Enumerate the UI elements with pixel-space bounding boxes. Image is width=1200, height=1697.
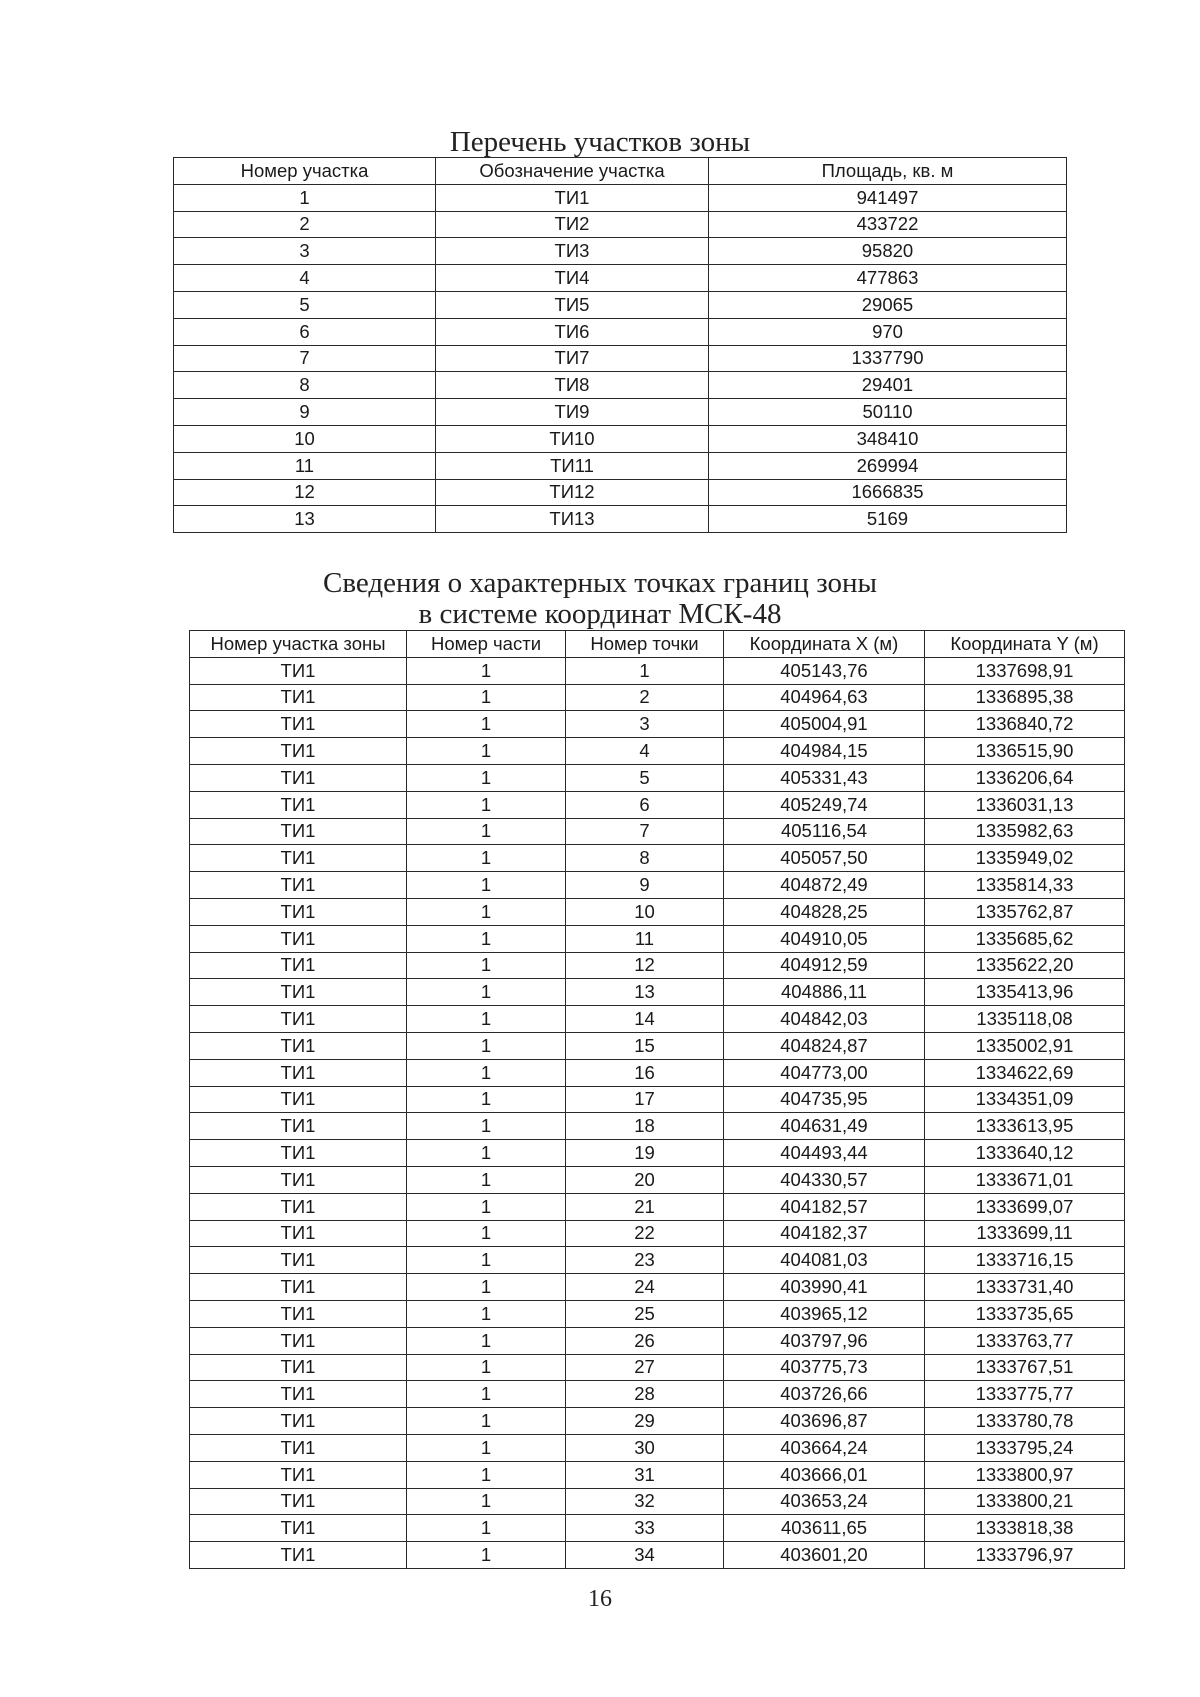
coordinate-y-cell: 1335685,62: [925, 925, 1125, 952]
areas-table-row: [174, 425, 1067, 452]
coordinate-y-cell: 1335949,02: [925, 845, 1125, 872]
coordinate-y-cell: 1333800,97: [925, 1461, 1125, 1488]
column-header-part-number: Номер части: [407, 631, 566, 658]
areas-table-row: [174, 184, 1067, 211]
part-number-cell: 1: [407, 1515, 566, 1542]
column-header-coordinate-y: Координата Y (м): [925, 631, 1125, 658]
area-number-cell: 1: [174, 184, 436, 211]
coordinate-x-cell: 403696,87: [724, 1408, 925, 1435]
point-number-cell: 11: [566, 925, 724, 952]
coordinate-x-cell: 404182,37: [724, 1220, 925, 1247]
point-number-cell: 34: [566, 1542, 724, 1569]
points-table-row: [190, 1247, 1125, 1274]
coordinate-x-cell: 404912,59: [724, 952, 925, 979]
area-designation-cell: ТИ9: [436, 399, 709, 426]
coordinate-y-cell: 1333716,15: [925, 1247, 1125, 1274]
coordinate-x-cell: 403797,96: [724, 1327, 925, 1354]
coordinate-x-cell: 404493,44: [724, 1140, 925, 1167]
area-designation-cell: ТИ13: [436, 506, 709, 533]
coordinate-x-cell: 404872,49: [724, 872, 925, 899]
point-number-cell: 7: [566, 818, 724, 845]
part-number-cell: 1: [407, 1434, 566, 1461]
part-number-cell: 1: [407, 952, 566, 979]
coordinate-x-cell: 404828,25: [724, 898, 925, 925]
area-size-cell: 269994: [709, 452, 1067, 479]
area-size-cell: 29065: [709, 291, 1067, 318]
coordinate-x-cell: 404984,15: [724, 738, 925, 765]
coordinate-x-cell: 405116,54: [724, 818, 925, 845]
points-table-row: [190, 1086, 1125, 1113]
coordinate-y-cell: 1333671,01: [925, 1166, 1125, 1193]
areas-table-header-row: [174, 158, 1067, 185]
points-table-row: [190, 657, 1125, 684]
zone-area-cell: ТИ1: [190, 1515, 407, 1542]
areas-table-row: [174, 318, 1067, 345]
points-table-row: [190, 1434, 1125, 1461]
area-designation-cell: ТИ5: [436, 291, 709, 318]
coordinate-y-cell: 1335762,87: [925, 898, 1125, 925]
zone-area-cell: ТИ1: [190, 1542, 407, 1569]
coordinate-x-cell: 403664,24: [724, 1434, 925, 1461]
zone-area-cell: ТИ1: [190, 1166, 407, 1193]
coordinate-x-cell: 404182,57: [724, 1193, 925, 1220]
part-number-cell: 1: [407, 1488, 566, 1515]
coordinate-x-cell: 404631,49: [724, 1113, 925, 1140]
coordinate-y-cell: 1333699,07: [925, 1193, 1125, 1220]
points-table-title-line1: Сведения о характерных точках границ зоны: [323, 567, 877, 599]
areas-table-row: [174, 265, 1067, 292]
areas-table-row: [174, 479, 1067, 506]
areas-table-title: Перечень участков зоны: [449, 126, 751, 158]
area-number-cell: 7: [174, 345, 436, 372]
area-designation-cell: ТИ6: [436, 318, 709, 345]
coordinate-y-cell: 1334622,69: [925, 1059, 1125, 1086]
zone-area-cell: ТИ1: [190, 1381, 407, 1408]
part-number-cell: 1: [407, 1193, 566, 1220]
areas-table-row: [174, 345, 1067, 372]
areas-table-row: [174, 372, 1067, 399]
coordinate-y-cell: 1336031,13: [925, 791, 1125, 818]
zone-area-cell: ТИ1: [190, 898, 407, 925]
points-table-row: [190, 1515, 1125, 1542]
coordinate-y-cell: 1333735,65: [925, 1300, 1125, 1327]
zone-area-cell: ТИ1: [190, 1059, 407, 1086]
zone-area-cell: ТИ1: [190, 1006, 407, 1033]
zone-area-cell: ТИ1: [190, 738, 407, 765]
part-number-cell: 1: [407, 764, 566, 791]
part-number-cell: 1: [407, 657, 566, 684]
coordinate-y-cell: 1335413,96: [925, 979, 1125, 1006]
coordinate-y-cell: 1333767,51: [925, 1354, 1125, 1381]
part-number-cell: 1: [407, 1327, 566, 1354]
point-number-cell: 30: [566, 1434, 724, 1461]
points-table-row: [190, 979, 1125, 1006]
part-number-cell: 1: [407, 1006, 566, 1033]
coordinate-x-cell: 404330,57: [724, 1166, 925, 1193]
zone-area-cell: ТИ1: [190, 1032, 407, 1059]
part-number-cell: 1: [407, 1032, 566, 1059]
points-table-row: [190, 1166, 1125, 1193]
area-designation-cell: ТИ7: [436, 345, 709, 372]
zone-area-cell: ТИ1: [190, 1300, 407, 1327]
coordinate-y-cell: 1335814,33: [925, 872, 1125, 899]
part-number-cell: 1: [407, 1086, 566, 1113]
points-table-row: [190, 1327, 1125, 1354]
points-table-row: [190, 791, 1125, 818]
points-table-row: [190, 1408, 1125, 1435]
part-number-cell: 1: [407, 1274, 566, 1301]
points-table-row: [190, 1193, 1125, 1220]
part-number-cell: 1: [407, 738, 566, 765]
part-number-cell: 1: [407, 1113, 566, 1140]
area-size-cell: 50110: [709, 399, 1067, 426]
column-header-area-number: Номер участка: [174, 158, 436, 185]
points-table-title-line2: в системе координат МСК-48: [418, 598, 782, 630]
part-number-cell: 1: [407, 845, 566, 872]
zone-area-cell: ТИ1: [190, 979, 407, 1006]
coordinate-y-cell: 1335118,08: [925, 1006, 1125, 1033]
point-number-cell: 5: [566, 764, 724, 791]
coordinate-x-cell: 403775,73: [724, 1354, 925, 1381]
part-number-cell: 1: [407, 1059, 566, 1086]
points-table-row: [190, 1274, 1125, 1301]
column-header-zone-area: Номер участка зоны: [190, 631, 407, 658]
point-number-cell: 33: [566, 1515, 724, 1542]
areas-table-row: [174, 506, 1067, 533]
zone-area-cell: ТИ1: [190, 1434, 407, 1461]
points-table-row: [190, 1488, 1125, 1515]
coordinate-x-cell: 404842,03: [724, 1006, 925, 1033]
coordinate-x-cell: 404773,00: [724, 1059, 925, 1086]
areas-table-row: [174, 238, 1067, 265]
points-table-row: [190, 845, 1125, 872]
areas-table-row: [174, 452, 1067, 479]
points-table-row: [190, 1381, 1125, 1408]
coordinate-y-cell: 1336895,38: [925, 684, 1125, 711]
coordinate-y-cell: 1337698,91: [925, 657, 1125, 684]
coordinate-x-cell: 404964,63: [724, 684, 925, 711]
area-number-cell: 8: [174, 372, 436, 399]
points-table-row: [190, 684, 1125, 711]
part-number-cell: 1: [407, 684, 566, 711]
area-size-cell: 433722: [709, 211, 1067, 238]
point-number-cell: 32: [566, 1488, 724, 1515]
point-number-cell: 21: [566, 1193, 724, 1220]
part-number-cell: 1: [407, 711, 566, 738]
area-designation-cell: ТИ2: [436, 211, 709, 238]
coordinate-y-cell: 1333640,12: [925, 1140, 1125, 1167]
points-table-header-row: [190, 631, 1125, 658]
zone-area-cell: ТИ1: [190, 1327, 407, 1354]
point-number-cell: 15: [566, 1032, 724, 1059]
point-number-cell: 20: [566, 1166, 724, 1193]
point-number-cell: 3: [566, 711, 724, 738]
point-number-cell: 2: [566, 684, 724, 711]
zone-area-cell: ТИ1: [190, 1488, 407, 1515]
point-number-cell: 28: [566, 1381, 724, 1408]
point-number-cell: 17: [566, 1086, 724, 1113]
zone-area-cell: ТИ1: [190, 1193, 407, 1220]
point-number-cell: 10: [566, 898, 724, 925]
zone-area-cell: ТИ1: [190, 1220, 407, 1247]
coordinate-x-cell: 405249,74: [724, 791, 925, 818]
coordinate-y-cell: 1335622,20: [925, 952, 1125, 979]
part-number-cell: 1: [407, 1220, 566, 1247]
part-number-cell: 1: [407, 979, 566, 1006]
coordinate-y-cell: 1333796,97: [925, 1542, 1125, 1569]
page-number: 16: [588, 1586, 612, 1612]
point-number-cell: 9: [566, 872, 724, 899]
point-number-cell: 29: [566, 1408, 724, 1435]
coordinate-x-cell: 403601,20: [724, 1542, 925, 1569]
part-number-cell: 1: [407, 1461, 566, 1488]
zone-area-cell: ТИ1: [190, 1247, 407, 1274]
points-table-row: [190, 872, 1125, 899]
area-designation-cell: ТИ11: [436, 452, 709, 479]
coordinate-y-cell: 1334351,09: [925, 1086, 1125, 1113]
area-size-cell: 348410: [709, 425, 1067, 452]
areas-table: [173, 157, 1067, 533]
zone-area-cell: ТИ1: [190, 1086, 407, 1113]
point-number-cell: 22: [566, 1220, 724, 1247]
column-header-coordinate-x: Координата X (м): [724, 631, 925, 658]
zone-area-cell: ТИ1: [190, 818, 407, 845]
points-table-row: [190, 738, 1125, 765]
point-number-cell: 13: [566, 979, 724, 1006]
coordinate-x-cell: 403666,01: [724, 1461, 925, 1488]
part-number-cell: 1: [407, 1247, 566, 1274]
point-number-cell: 23: [566, 1247, 724, 1274]
area-designation-cell: ТИ12: [436, 479, 709, 506]
area-size-cell: 95820: [709, 238, 1067, 265]
points-table-row: [190, 1300, 1125, 1327]
area-number-cell: 2: [174, 211, 436, 238]
coordinate-x-cell: 403653,24: [724, 1488, 925, 1515]
area-number-cell: 9: [174, 399, 436, 426]
coordinate-y-cell: 1336840,72: [925, 711, 1125, 738]
coordinate-y-cell: 1333818,38: [925, 1515, 1125, 1542]
coordinate-x-cell: 403726,66: [724, 1381, 925, 1408]
zone-area-cell: ТИ1: [190, 845, 407, 872]
area-size-cell: 477863: [709, 265, 1067, 292]
area-size-cell: 29401: [709, 372, 1067, 399]
point-number-cell: 4: [566, 738, 724, 765]
coordinate-x-cell: 405004,91: [724, 711, 925, 738]
area-designation-cell: ТИ8: [436, 372, 709, 399]
points-table-row: [190, 952, 1125, 979]
area-size-cell: 1337790: [709, 345, 1067, 372]
part-number-cell: 1: [407, 1408, 566, 1435]
coordinate-x-cell: 404824,87: [724, 1032, 925, 1059]
points-table-body: [190, 657, 1125, 1568]
area-designation-cell: ТИ1: [436, 184, 709, 211]
part-number-cell: 1: [407, 818, 566, 845]
part-number-cell: 1: [407, 898, 566, 925]
coordinate-y-cell: 1333795,24: [925, 1434, 1125, 1461]
zone-area-cell: ТИ1: [190, 952, 407, 979]
zone-area-cell: ТИ1: [190, 1113, 407, 1140]
coordinate-x-cell: 404081,03: [724, 1247, 925, 1274]
areas-table-body: [174, 184, 1067, 532]
area-number-cell: 3: [174, 238, 436, 265]
part-number-cell: 1: [407, 1300, 566, 1327]
points-table-row: [190, 1542, 1125, 1569]
points-table: [189, 630, 1125, 1569]
coordinate-y-cell: 1333775,77: [925, 1381, 1125, 1408]
coordinate-y-cell: 1333731,40: [925, 1274, 1125, 1301]
coordinate-x-cell: 405331,43: [724, 764, 925, 791]
part-number-cell: 1: [407, 1381, 566, 1408]
points-table-row: [190, 1140, 1125, 1167]
column-header-area-designation: Обозначение участка: [436, 158, 709, 185]
area-size-cell: 941497: [709, 184, 1067, 211]
point-number-cell: 8: [566, 845, 724, 872]
points-table-row: [190, 1032, 1125, 1059]
points-table-row: [190, 764, 1125, 791]
point-number-cell: 16: [566, 1059, 724, 1086]
area-designation-cell: ТИ4: [436, 265, 709, 292]
point-number-cell: 31: [566, 1461, 724, 1488]
zone-area-cell: ТИ1: [190, 1274, 407, 1301]
part-number-cell: 1: [407, 1542, 566, 1569]
points-table-row: [190, 818, 1125, 845]
zone-area-cell: ТИ1: [190, 925, 407, 952]
column-header-area-size: Площадь, кв. м: [709, 158, 1067, 185]
areas-table-row: [174, 291, 1067, 318]
point-number-cell: 24: [566, 1274, 724, 1301]
areas-table-row: [174, 399, 1067, 426]
coordinate-x-cell: 404910,05: [724, 925, 925, 952]
points-table-row: [190, 1461, 1125, 1488]
point-number-cell: 26: [566, 1327, 724, 1354]
area-number-cell: 12: [174, 479, 436, 506]
point-number-cell: 27: [566, 1354, 724, 1381]
point-number-cell: 18: [566, 1113, 724, 1140]
zone-area-cell: ТИ1: [190, 711, 407, 738]
part-number-cell: 1: [407, 1166, 566, 1193]
coordinate-x-cell: 403611,65: [724, 1515, 925, 1542]
part-number-cell: 1: [407, 1140, 566, 1167]
coordinate-x-cell: 403990,41: [724, 1274, 925, 1301]
area-size-cell: 1666835: [709, 479, 1067, 506]
points-table-row: [190, 1113, 1125, 1140]
coordinate-y-cell: 1336206,64: [925, 764, 1125, 791]
points-table-row: [190, 1059, 1125, 1086]
point-number-cell: 6: [566, 791, 724, 818]
coordinate-y-cell: 1336515,90: [925, 738, 1125, 765]
zone-area-cell: ТИ1: [190, 1461, 407, 1488]
areas-table-row: [174, 211, 1067, 238]
coordinate-x-cell: 405057,50: [724, 845, 925, 872]
zone-area-cell: ТИ1: [190, 657, 407, 684]
part-number-cell: 1: [407, 872, 566, 899]
area-number-cell: 4: [174, 265, 436, 292]
coordinate-x-cell: 404886,11: [724, 979, 925, 1006]
zone-area-cell: ТИ1: [190, 1354, 407, 1381]
area-number-cell: 5: [174, 291, 436, 318]
coordinate-y-cell: 1333699,11: [925, 1220, 1125, 1247]
area-size-cell: 970: [709, 318, 1067, 345]
column-header-point-number: Номер точки: [566, 631, 724, 658]
zone-area-cell: ТИ1: [190, 1408, 407, 1435]
zone-area-cell: ТИ1: [190, 684, 407, 711]
coordinate-y-cell: 1335982,63: [925, 818, 1125, 845]
area-designation-cell: ТИ3: [436, 238, 709, 265]
area-number-cell: 11: [174, 452, 436, 479]
area-number-cell: 10: [174, 425, 436, 452]
zone-area-cell: ТИ1: [190, 764, 407, 791]
zone-area-cell: ТИ1: [190, 1140, 407, 1167]
points-table-row: [190, 1220, 1125, 1247]
zone-area-cell: ТИ1: [190, 872, 407, 899]
area-designation-cell: ТИ10: [436, 425, 709, 452]
area-size-cell: 5169: [709, 506, 1067, 533]
part-number-cell: 1: [407, 791, 566, 818]
coordinate-x-cell: 403965,12: [724, 1300, 925, 1327]
points-table-row: [190, 898, 1125, 925]
points-table-row: [190, 925, 1125, 952]
coordinate-y-cell: 1333800,21: [925, 1488, 1125, 1515]
coordinate-y-cell: 1333613,95: [925, 1113, 1125, 1140]
part-number-cell: 1: [407, 1354, 566, 1381]
point-number-cell: 1: [566, 657, 724, 684]
coordinate-y-cell: 1333780,78: [925, 1408, 1125, 1435]
points-table-row: [190, 711, 1125, 738]
area-number-cell: 13: [174, 506, 436, 533]
points-table-row: [190, 1354, 1125, 1381]
point-number-cell: 14: [566, 1006, 724, 1033]
point-number-cell: 12: [566, 952, 724, 979]
coordinate-x-cell: 404735,95: [724, 1086, 925, 1113]
coordinate-x-cell: 405143,76: [724, 657, 925, 684]
point-number-cell: 19: [566, 1140, 724, 1167]
part-number-cell: 1: [407, 925, 566, 952]
point-number-cell: 25: [566, 1300, 724, 1327]
coordinate-y-cell: 1335002,91: [925, 1032, 1125, 1059]
coordinate-y-cell: 1333763,77: [925, 1327, 1125, 1354]
area-number-cell: 6: [174, 318, 436, 345]
points-table-row: [190, 1006, 1125, 1033]
zone-area-cell: ТИ1: [190, 791, 407, 818]
